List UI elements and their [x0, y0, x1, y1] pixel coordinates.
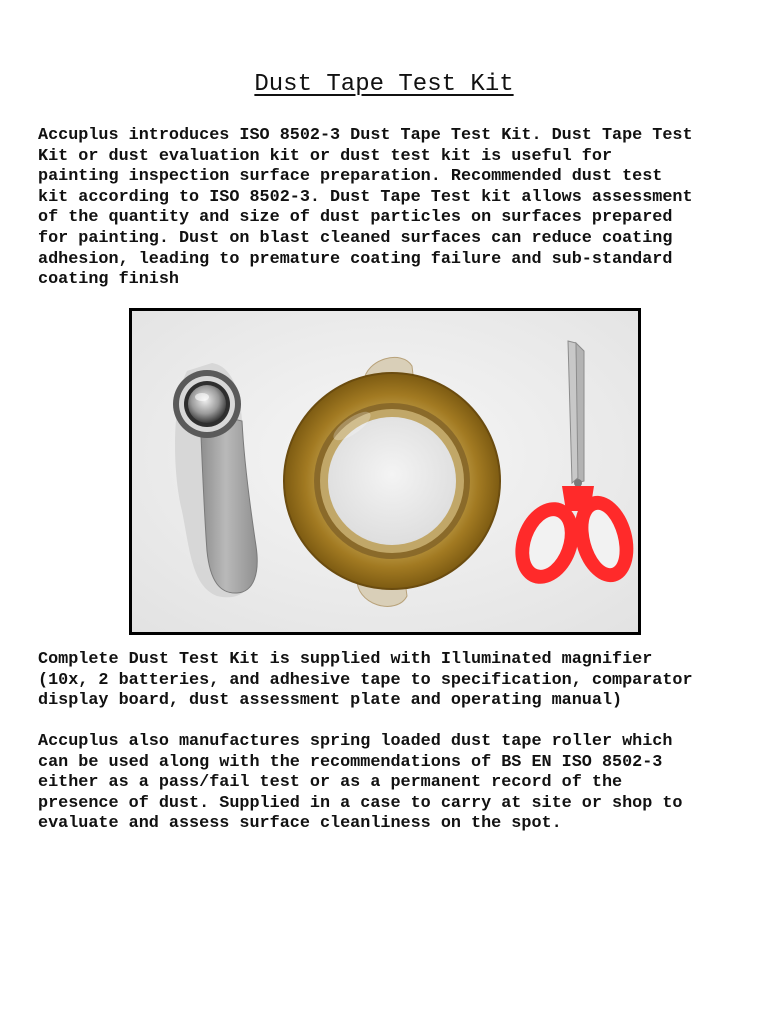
- intro-paragraph: Accuplus introduces ISO 8502-3 Dust Tape Test Kit. Dust Tape Test Kit or dust evaluation kit or dust test kit is useful for painting inspection surface preparation. Recommended dust test kit according to ISO 8502-3. Dust Tape Test kit allows assessment of the quantity and size of dust particles on surfaces prepared for painting. Dust on blast cleaned surfaces can reduce coating adhesion, leading to premature coating failure and sub-standard coating finish: [38, 126, 693, 290]
- page-title: [0, 70, 768, 100]
- kit-contents-paragraph: Complete Dust Test Kit is supplied with Illuminated magnifier (10x, 2 batteries, and adhesive tape to specification, comparator display board, dust assessment plate and operating manual): [38, 650, 693, 711]
- page-title-text: Dust Tape Test Kit: [254, 71, 514, 98]
- product-photo: [129, 308, 641, 635]
- roller-info-paragraph: Accuplus also manufactures spring loaded dust tape roller which can be used along with the recommendations of BS EN ISO 8502-3 either as a pass/fail test or as a permanent record of the presence of dust. Supplied in a case to carry at site or shop to evaluate and assess surface cleanliness on the spot.: [38, 732, 683, 834]
- product-photo-illustration: [132, 311, 638, 632]
